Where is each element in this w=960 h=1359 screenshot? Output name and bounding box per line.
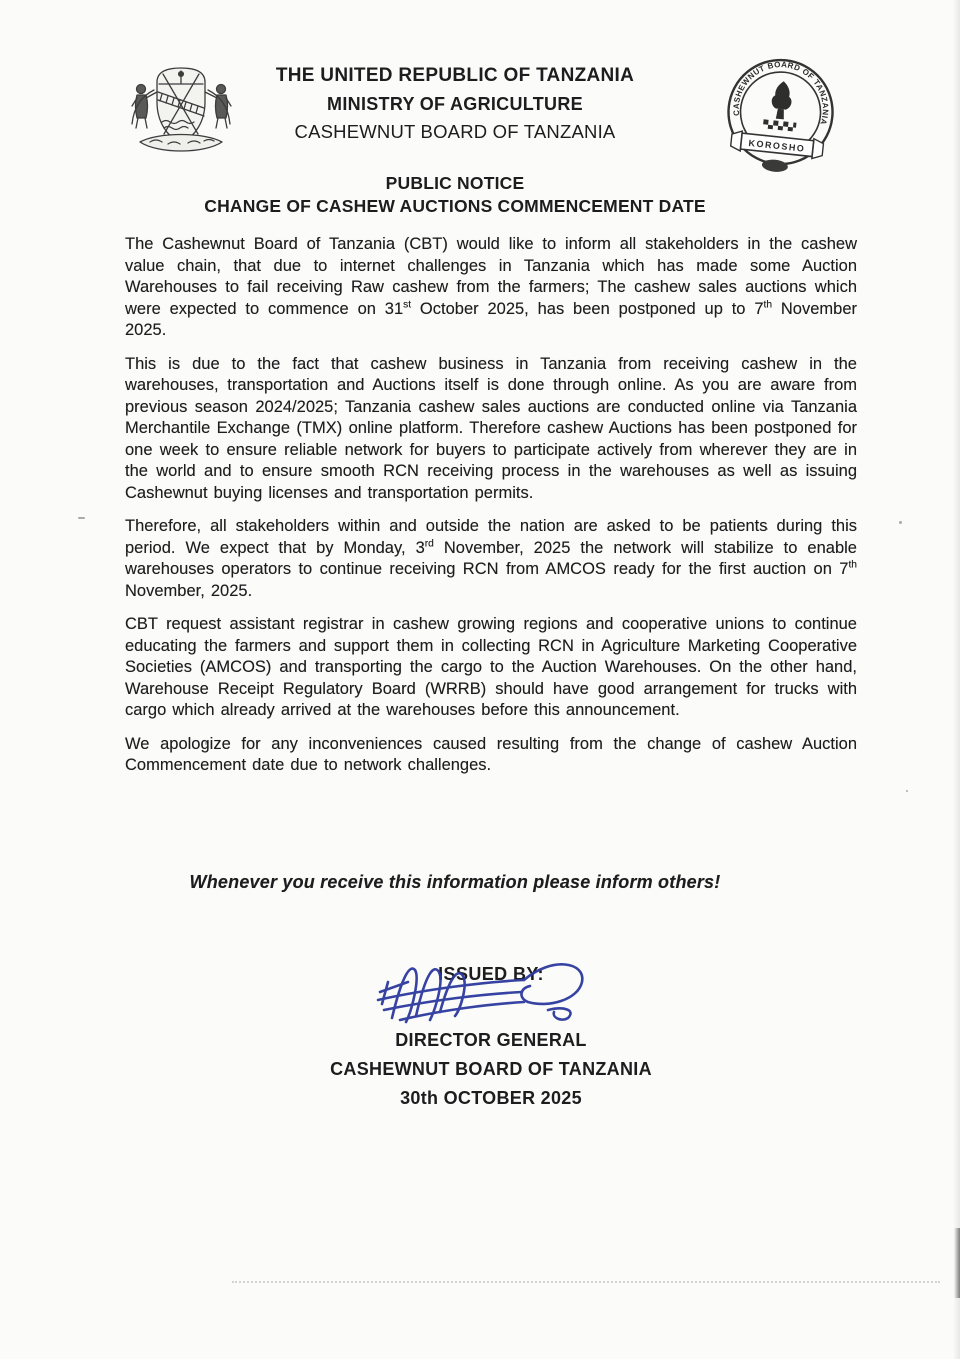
paragraph-4: CBT request assistant registrar in cashew growing regions and cooperative unions to continue educating the farmers and support them in collecting RCN in Agriculture Marketing Cooperative Societies (AMCOS) and transporting the cargo to the Auction Warehouses. On the other hand, Warehouse Receipt Regulatory Board (WRRB) should have good arrangement for trucks with cargo which already arrived at the warehouses before this announcement. bbox=[125, 615, 857, 719]
board-title: CASHEWNUT BOARD OF TANZANIA bbox=[294, 121, 616, 142]
notice-title-line2: CHANGE OF CASHEW AUCTIONS COMMENCEMENT DATE bbox=[204, 196, 706, 216]
scan-speck bbox=[205, 742, 207, 745]
seal-arc-text: CASHEWNUT BOARD OF TANZANIA bbox=[731, 60, 830, 127]
emphasis-line: Whenever you receive this information please inform others! bbox=[189, 872, 721, 892]
ministry-title: MINISTRY OF AGRICULTURE bbox=[327, 94, 583, 114]
issue-date: 30th OCTOBER 2025 bbox=[400, 1088, 582, 1108]
paragraph-3: Therefore, all stakeholders within and outside the nation are asked to be patients during this period. We expect that by Monday, 3rd November, 2025 the network will stabilize to enable warehouses operators to continue receiving RCN from AMCOS ready for the first auction on 7th November, 2025. bbox=[125, 517, 857, 600]
scan-speck bbox=[899, 521, 902, 524]
cashewnut-board-seal-icon bbox=[720, 55, 840, 179]
paragraph-1: The Cashewnut Board of Tanzania (CBT) would like to inform all stakeholders in the cashew value chain, that due to internet challenges in Tanzania which has made some Auction Warehouses to fail receiving Raw cashew from the farmers; The cashew sales auctions which were expected to commence on 31st October 2025, has been postponed up to 7th November 2025. bbox=[125, 235, 857, 339]
notice-body bbox=[125, 234, 857, 789]
scan-edge-shade bbox=[953, 0, 960, 1359]
scan-artifact-dotted-line bbox=[232, 1281, 940, 1283]
letterhead bbox=[125, 62, 785, 146]
scan-speck bbox=[78, 517, 85, 519]
notice-title bbox=[95, 172, 815, 218]
seal-banner-text: KOROSHO bbox=[748, 137, 806, 154]
issued-by-label: ISSUED BY: bbox=[438, 964, 544, 984]
paragraph-2: This is due to the fact that cashew business in Tanzania from receiving cashew in the warehouses, transportation and Auctions itself is done through online. As you are aware from previous season 2024/2025; Tanzania cashew sales auctions are conducted online via Tanzania Merchantile Exchange (TMX) online platform. Therefore cashew Auctions has been postponed for one week to ensure reliable network for buyers to participate actively from wherever they are in the world and to ensure smooth RCN receiving process in the warehouses as well as issuing Cashewnut buying licenses and transportation permits. bbox=[125, 354, 857, 502]
scan-speck bbox=[766, 528, 768, 530]
paragraph-5: We apologize for any inconveniences caused resulting from the change of cashew Auction Commencement date due to network challenges. bbox=[125, 734, 857, 774]
country-title: THE UNITED REPUBLIC OF TANZANIA bbox=[275, 65, 635, 86]
signatory-block bbox=[125, 1026, 857, 1113]
notice-title-line1: PUBLIC NOTICE bbox=[385, 173, 525, 193]
scan-edge-streak bbox=[954, 1228, 960, 1298]
signatory-organization: CASHEWNUT BOARD OF TANZANIA bbox=[330, 1059, 652, 1079]
signature-scribble bbox=[372, 952, 610, 1036]
scan-speck bbox=[906, 790, 908, 792]
signatory-title: DIRECTOR GENERAL bbox=[395, 1030, 587, 1050]
